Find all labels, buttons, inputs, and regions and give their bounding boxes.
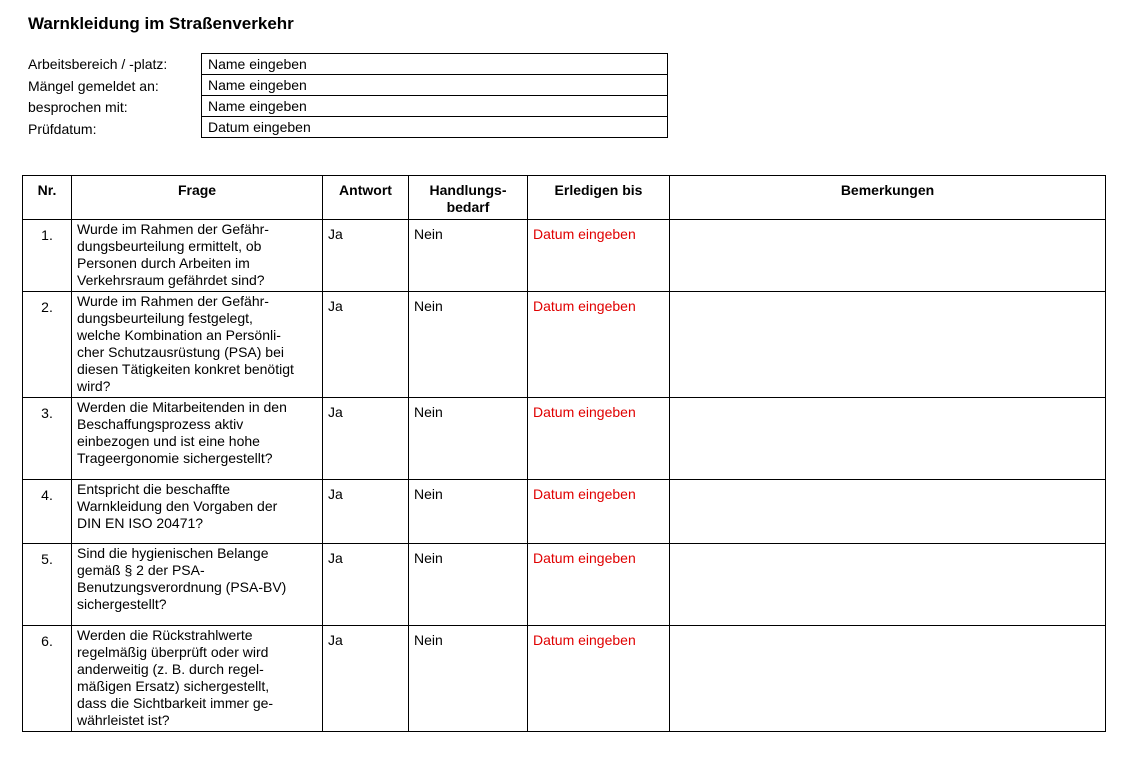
row-remarks[interactable] <box>670 480 1106 544</box>
table-row <box>23 480 1106 544</box>
row-remarks[interactable] <box>670 626 1106 732</box>
row-handlungsbedarf[interactable]: Nein <box>409 626 528 732</box>
row-remarks[interactable] <box>670 220 1106 292</box>
row-answer[interactable]: Ja <box>323 292 409 398</box>
header-handlungsbedarf-line2: bedarf <box>446 199 490 215</box>
question-line: wird? <box>77 378 111 394</box>
question-line: Warnkleidung den Vorgaben der <box>77 498 278 514</box>
question-line: Personen durch Arbeiten im <box>77 255 250 271</box>
question-line: dungsbeurteilung ermittelt, ob <box>77 238 262 254</box>
maengel-field[interactable]: Name eingeben <box>202 75 668 96</box>
question-line: DIN EN ISO 20471? <box>77 515 204 531</box>
meta-labels <box>28 54 167 140</box>
question-line: dass die Sichtbarkeit immer ge- <box>77 695 274 711</box>
row-remarks[interactable] <box>670 544 1106 626</box>
row-question <box>72 292 323 398</box>
header-handlungsbedarf <box>409 176 528 220</box>
row-nr: 5. <box>23 544 72 626</box>
question-line: diesen Tätigkeiten konkret benötigt <box>77 361 294 377</box>
meta-fields <box>201 53 668 138</box>
page-title: Warnkleidung im Straßenverkehr <box>28 14 294 33</box>
meta-label-besprochen: besprochen mit: <box>28 99 128 115</box>
row-answer[interactable]: Ja <box>323 544 409 626</box>
row-due-date[interactable]: Datum eingeben <box>528 292 670 398</box>
row-due-date[interactable]: Datum eingeben <box>528 626 670 732</box>
row-question <box>72 626 323 732</box>
meta-label-pruefdatum: Prüfdatum: <box>28 120 97 137</box>
header-handlungsbedarf-line1: Handlungs- <box>429 182 507 198</box>
row-due-date[interactable]: Datum eingeben <box>528 220 670 292</box>
question-line: anderweitig (z. B. durch regel- <box>77 661 264 677</box>
row-answer[interactable]: Ja <box>323 626 409 732</box>
row-nr: 1. <box>23 220 72 292</box>
table-row <box>23 626 1106 732</box>
question-line: welche Kombination an Persönli- <box>77 327 281 343</box>
row-question <box>72 220 323 292</box>
row-answer[interactable]: Ja <box>323 480 409 544</box>
row-question <box>72 544 323 626</box>
header-antwort: Antwort <box>323 176 409 220</box>
row-nr: 4. <box>23 480 72 544</box>
table-header-row <box>23 176 1106 220</box>
row-nr: 3. <box>23 398 72 480</box>
table-row <box>23 220 1106 292</box>
question-line: Trageergonomie sichergestellt? <box>77 450 273 466</box>
question-line: Beschaffungsprozess aktiv <box>77 416 244 432</box>
row-handlungsbedarf[interactable]: Nein <box>409 480 528 544</box>
row-nr: 6. <box>23 626 72 732</box>
meta-label-arbeitsbereich: Arbeitsbereich / -platz: <box>28 56 168 72</box>
row-handlungsbedarf[interactable]: Nein <box>409 292 528 398</box>
row-answer[interactable]: Ja <box>323 398 409 480</box>
table-row <box>23 292 1106 398</box>
row-due-date[interactable]: Datum eingeben <box>528 480 670 544</box>
besprochen-field[interactable]: Name eingeben <box>202 96 668 117</box>
question-line: Wurde im Rahmen der Gefähr- <box>77 221 269 237</box>
arbeitsbereich-field[interactable]: Name eingeben <box>202 54 668 75</box>
question-line: Werden die Mitarbeitenden in den <box>77 399 287 415</box>
row-handlungsbedarf[interactable]: Nein <box>409 220 528 292</box>
table-body <box>23 220 1106 732</box>
question-line: regelmäßig überprüft oder wird <box>77 644 269 660</box>
header-erledigen: Erledigen bis <box>528 176 670 220</box>
table-row <box>23 398 1106 480</box>
row-nr: 2. <box>23 292 72 398</box>
question-line: Benutzungsverordnung (PSA-BV) <box>77 579 287 595</box>
question-line: einbezogen und ist eine hohe <box>77 433 260 449</box>
row-handlungsbedarf[interactable]: Nein <box>409 544 528 626</box>
question-line: cher Schutzausrüstung (PSA) bei <box>77 344 284 360</box>
checklist-table <box>22 175 1106 732</box>
question-line: dungsbeurteilung festgelegt, <box>77 310 253 326</box>
table-row <box>23 544 1106 626</box>
question-line: Verkehrsraum gefährdet sind? <box>77 272 265 288</box>
question-line: währleistet ist? <box>77 712 170 728</box>
header-bemerkungen: Bemerkungen <box>670 176 1106 220</box>
question-line: gemäß § 2 der PSA- <box>77 562 205 578</box>
row-handlungsbedarf[interactable]: Nein <box>409 398 528 480</box>
row-answer[interactable]: Ja <box>323 220 409 292</box>
question-line: sichergestellt? <box>77 596 167 612</box>
row-remarks[interactable] <box>670 292 1106 398</box>
row-due-date[interactable]: Datum eingeben <box>528 544 670 626</box>
question-line: Entspricht die beschaffte <box>77 481 231 497</box>
question-line: mäßigen Ersatz) sichergestellt, <box>77 678 270 694</box>
header-nr: Nr. <box>23 176 72 220</box>
row-question <box>72 398 323 480</box>
question-line: Werden die Rückstrahlwerte <box>77 627 253 643</box>
row-due-date[interactable]: Datum eingeben <box>528 398 670 480</box>
question-line: Sind die hygienischen Belange <box>77 545 269 561</box>
header-frage: Frage <box>72 176 323 220</box>
row-remarks[interactable] <box>670 398 1106 480</box>
row-question <box>72 480 323 544</box>
question-line: Wurde im Rahmen der Gefähr- <box>77 293 269 309</box>
meta-label-maengel: Mängel gemeldet an: <box>28 77 159 94</box>
pruefdatum-field[interactable]: Datum eingeben <box>202 117 668 138</box>
